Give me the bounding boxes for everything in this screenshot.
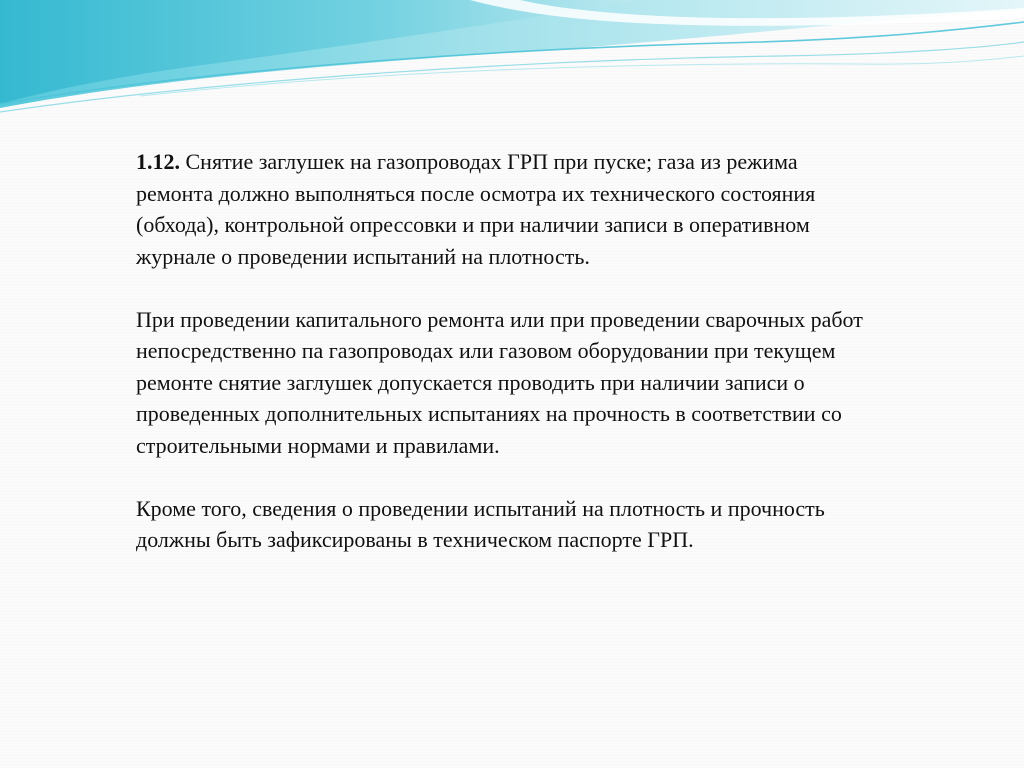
paragraph-2-text: При проведении капитального ремонта или при проведении сварочных работ непосредственно па газопроводах или газовом оборудовании при текущем ремонте снятие заглушек допускается проводить при наличии записи о проведенных дополнительных испытаниях на прочность в соответствии со строительными нормами и правилами. [136, 306, 863, 458]
clause-number: 1.12. [136, 149, 180, 174]
paragraph-3 [136, 493, 866, 556]
paragraph-2 [136, 304, 866, 462]
wave-header-decoration [0, 0, 1024, 130]
paragraph-1-text: Снятие заглушек на газопроводах ГРП при пуске; газа из режима ремонта должно выполняться после осмотра их технического состояния (обхода), контрольной опрессовки и при наличии записи в оперативном журнале о проведении испытаний на плотность. [136, 149, 816, 269]
slide-body [136, 146, 866, 556]
paragraph-1 [136, 146, 866, 272]
paragraph-3-text: Кроме того, сведения о проведении испытаний на плотность и прочность должны быть зафиксированы в техническом паспорте ГРП. [136, 495, 825, 552]
